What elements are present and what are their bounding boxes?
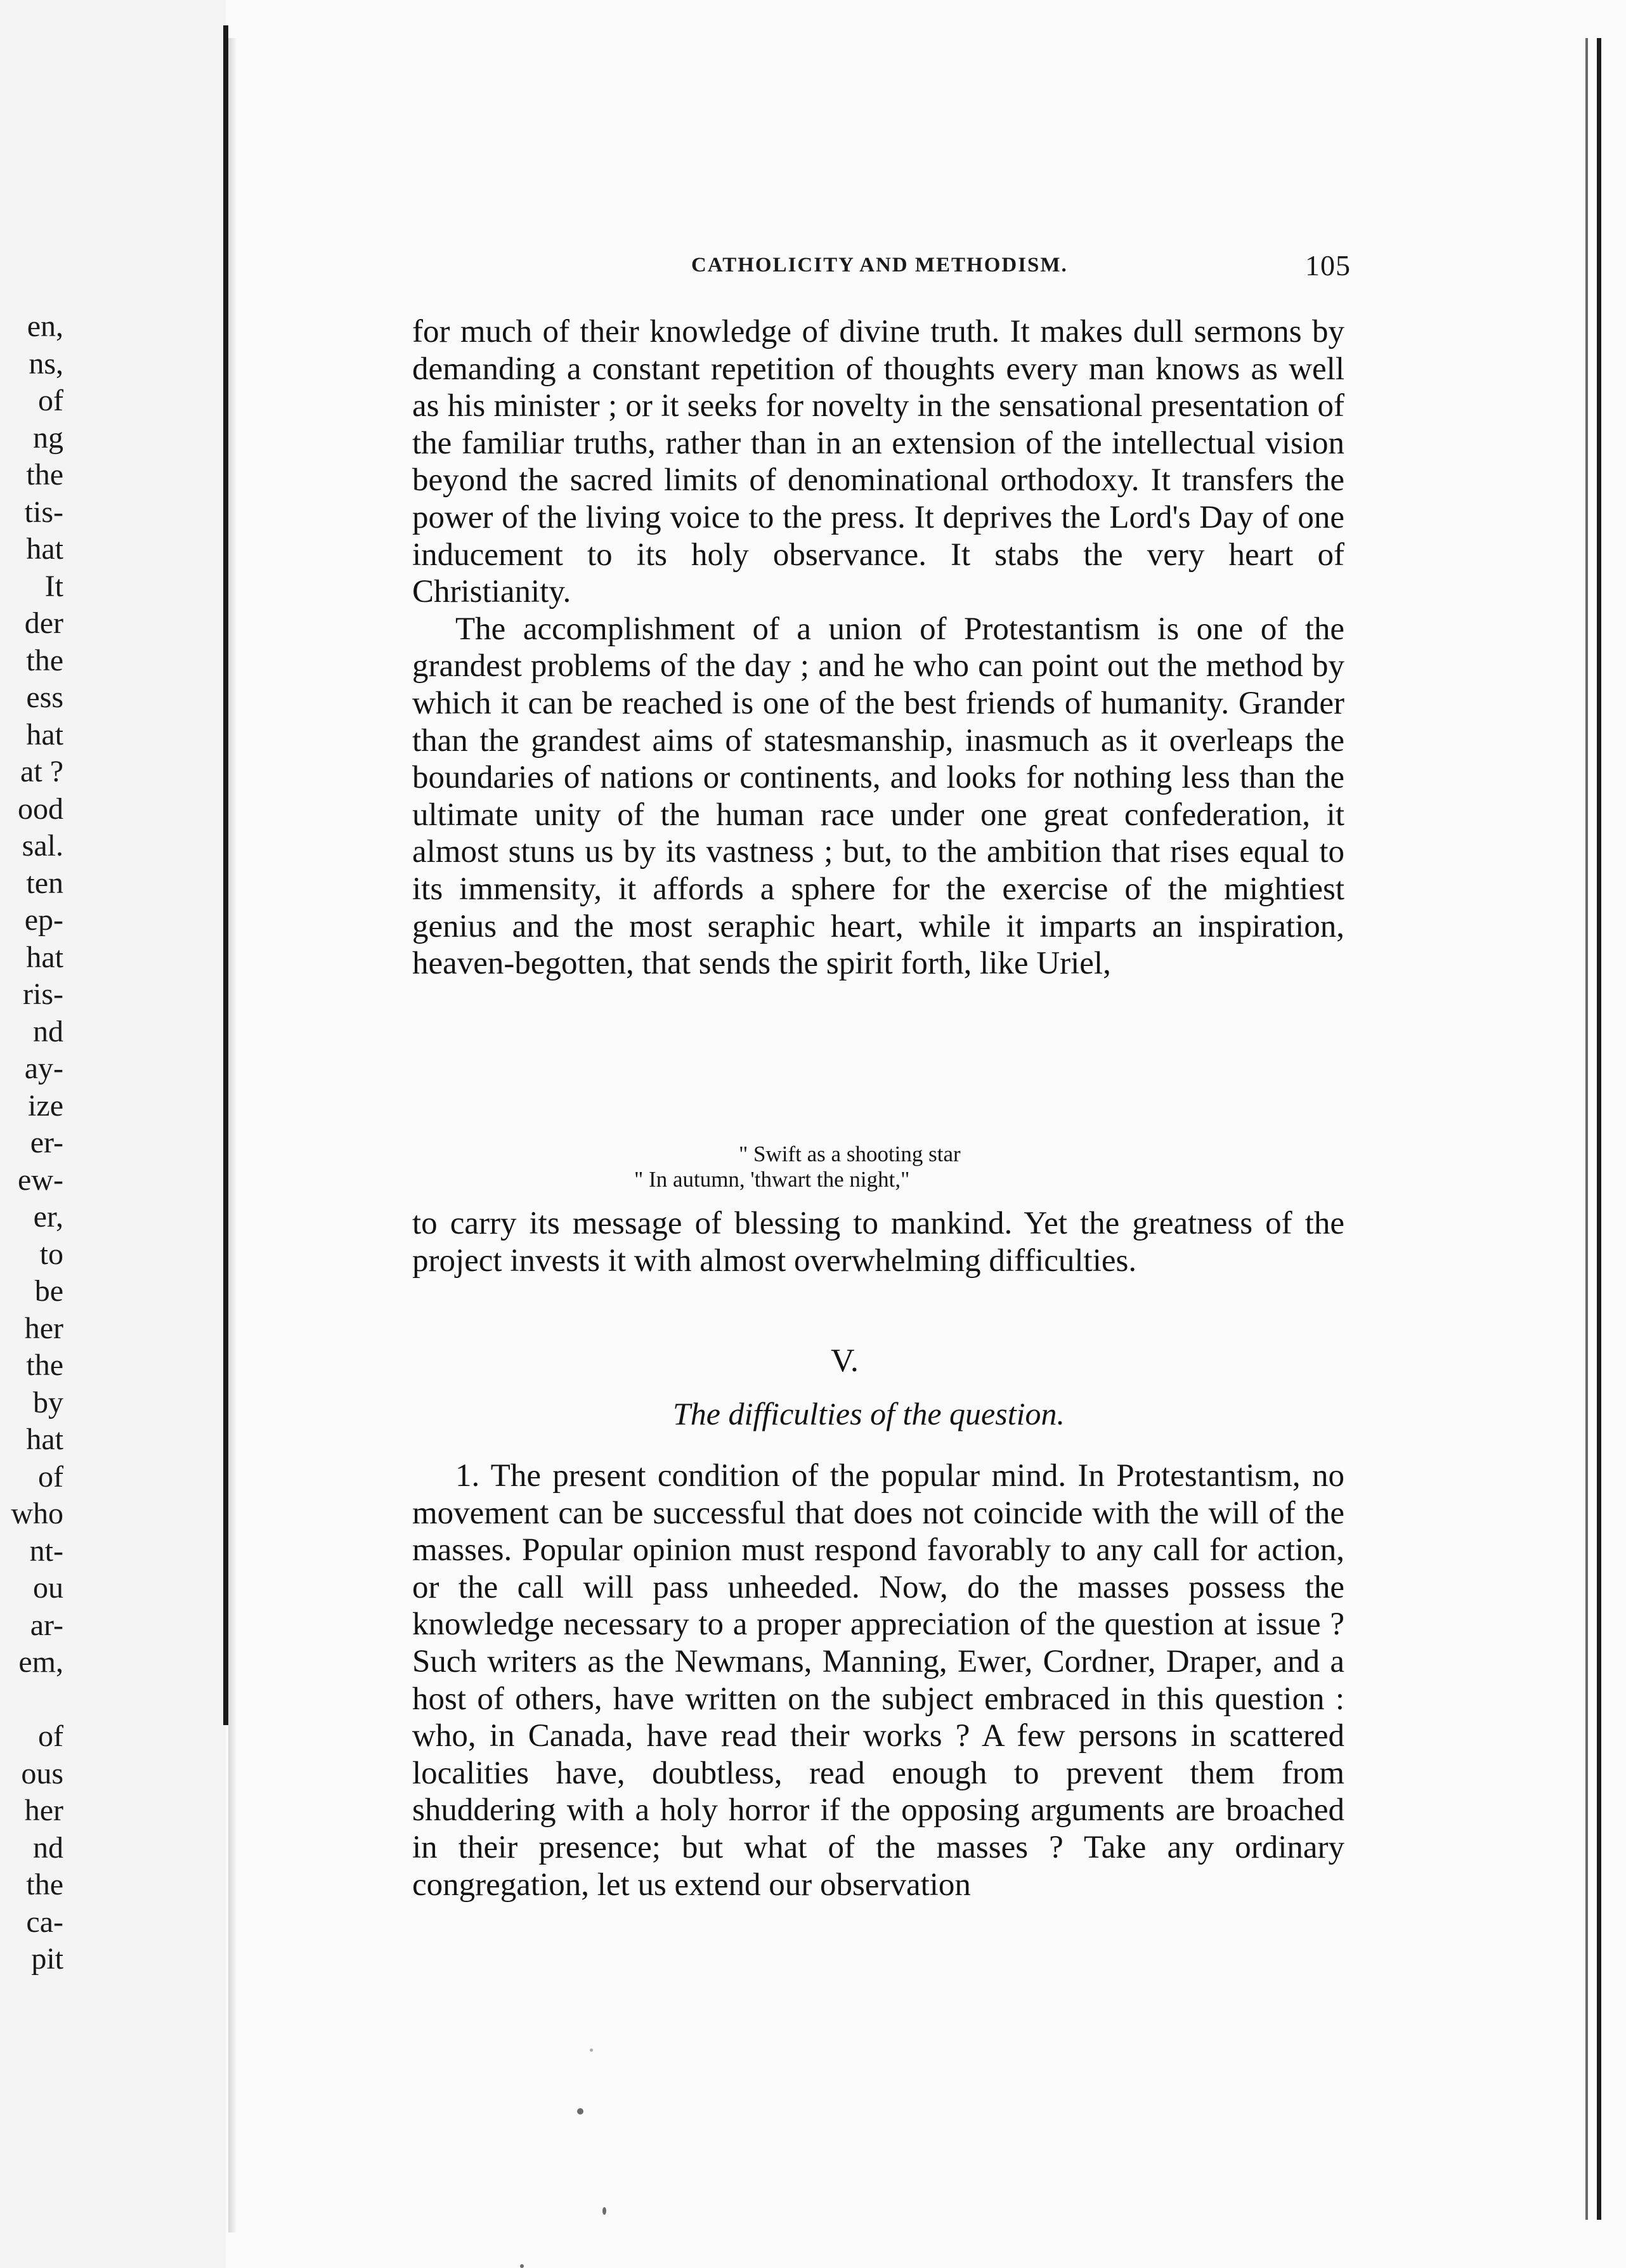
gutter-shadow bbox=[228, 38, 237, 2232]
facing-page-fragment: ca- bbox=[26, 1905, 63, 1939]
facing-page-fragment: the bbox=[26, 1348, 63, 1382]
facing-page-fragment: hat bbox=[26, 1423, 63, 1456]
facing-page-fragment: nd bbox=[33, 1830, 63, 1865]
facing-page-fragment: ng bbox=[33, 420, 63, 455]
facing-page-fragment: nd bbox=[33, 1014, 63, 1048]
facing-page-fragment: of bbox=[38, 1459, 63, 1494]
facing-page-fragment: der bbox=[24, 606, 63, 640]
facing-page-fragment: ris- bbox=[23, 977, 63, 1011]
body-text-upper bbox=[412, 313, 1344, 982]
facing-page bbox=[0, 0, 226, 2268]
facing-page-fragment: em, bbox=[18, 1645, 63, 1679]
section-numeral: V. bbox=[831, 1343, 859, 1379]
paragraph-4: 1. The present condition of the popular mind. In Protestantism, no movement can be successful that does not coincide with the will of the masses. Popular opinion must respond favorably to any call for action, or the call will pass unheeded. Now, do the masses possess the knowledge necessary to a proper appreciation of the question at issue ? Such writers as the Newmans, Manning, Ewer, Cordner, Draper, and a host of others, have written on the subject embraced in this question : who, in Canada, have read their works ? A few persons in scattered localities have, doubtless, read enough to prevent them from shuddering with a holy horror if the opposing arguments are broached in their presence; but what of the masses ? Take any ordinary congregation, let us extend our observation bbox=[412, 1458, 1344, 1903]
facing-page-fragment: hat bbox=[26, 532, 63, 566]
facing-page-fragment: ten bbox=[26, 866, 63, 900]
body-text-lower bbox=[412, 1457, 1344, 1903]
speck bbox=[602, 2207, 606, 2215]
speck bbox=[590, 2049, 593, 2052]
facing-page-fragment: ous bbox=[21, 1756, 63, 1790]
paragraph-3: to carry its message of blessing to mankind. Yet the greatness of the project invests it with almost overwhelming difficulties. bbox=[412, 1206, 1344, 1279]
paragraph-2: The accomplishment of a union of Protestantism is one of the grandest problems of the day ; and he who can point out the method by which it can be reached is one of the best friends of humanity. Grander than the grandest aims of statesmanship, inasmuch as it overleaps the boundaries of nations or continents, and looks for nothing less than the ultimate unity of the human race under one great confederation, it almost stuns us by its vastness ; but, to the ambition that rises equal to its immensity, it affords a sphere for the exercise of the mightiest genius and the most seraphic heart, while it imparts an inspiration, heaven-begotten, that sends the spirit forth, like Uriel, bbox=[412, 611, 1344, 982]
facing-page-fragment: hat bbox=[26, 940, 63, 974]
facing-page-fragment: of bbox=[38, 384, 63, 417]
facing-page-fragment: by bbox=[33, 1385, 63, 1419]
facing-page-fragment: to bbox=[39, 1237, 63, 1271]
facing-page-fragment: er- bbox=[30, 1126, 63, 1159]
facing-page-fragment: ay- bbox=[24, 1052, 63, 1085]
facing-page-fragment: er, bbox=[33, 1200, 63, 1234]
facing-page-fragment: ew- bbox=[18, 1163, 63, 1197]
facing-page-fragment: of bbox=[38, 1719, 63, 1753]
facing-page-fragment: ns, bbox=[29, 346, 63, 381]
page-gutter bbox=[223, 25, 228, 1725]
facing-page-fragment: ou bbox=[33, 1571, 63, 1605]
facing-page-fragment: ess bbox=[26, 681, 63, 714]
facing-page-fragment: nt- bbox=[29, 1534, 63, 1568]
facing-page-fragment: en, bbox=[27, 310, 63, 343]
facing-page-fragment: ep- bbox=[24, 903, 63, 937]
facing-page-fragments bbox=[0, 308, 63, 1978]
page-number: 105 bbox=[1305, 249, 1351, 282]
quote-line-2: " In autumn, 'thwart the night," bbox=[634, 1167, 910, 1192]
facing-page-fragment: hat bbox=[26, 717, 63, 752]
facing-page-fragment: pit bbox=[31, 1942, 63, 1976]
verse-quotation bbox=[634, 1142, 1078, 1192]
page-edge bbox=[1597, 38, 1601, 2220]
facing-page-fragment: tis- bbox=[24, 495, 63, 529]
facing-page-fragment: who bbox=[11, 1497, 63, 1530]
facing-page-fragment: ize bbox=[28, 1088, 63, 1123]
speck bbox=[577, 2108, 583, 2115]
facing-page-fragment bbox=[0, 1681, 63, 1719]
facing-page-fragment: be bbox=[34, 1274, 63, 1308]
speck bbox=[520, 2264, 524, 2268]
facing-page-fragment: at ? bbox=[20, 755, 63, 788]
facing-page-fragment: the bbox=[26, 643, 63, 677]
facing-page-fragment: the bbox=[26, 458, 63, 492]
body-text-middle bbox=[412, 1205, 1344, 1279]
facing-page-fragment: her bbox=[24, 1794, 63, 1827]
facing-page-fragment: ood bbox=[18, 792, 63, 826]
paragraph-1: for much of their knowledge of divine truth. It makes dull sermons by demanding a constant repetition of thoughts every man knows as well as his minister ; or it seeks for novelty in the sensational presentation of the familiar truths, rather than in an extension of the intellectual vision beyond the sacred limits of denominational orthodoxy. It transfers the power of the living voice to the press. It deprives the Lord's Day of one inducement to its holy observance. It stabs the very heart of Christianity. bbox=[412, 314, 1344, 610]
running-header bbox=[691, 249, 1351, 287]
facing-page-fragment: ar- bbox=[30, 1608, 63, 1642]
page-edge-inner bbox=[1585, 38, 1588, 2220]
facing-page-fragment: sal. bbox=[22, 829, 63, 863]
facing-page-fragment: the bbox=[26, 1868, 63, 1901]
facing-page-fragment: her bbox=[24, 1311, 63, 1345]
facing-page-fragment: It bbox=[44, 569, 63, 603]
quote-line-1: " Swift as a shooting star bbox=[739, 1142, 961, 1166]
section-title: The difficulties of the question. bbox=[673, 1396, 1065, 1431]
running-title: CATHOLICITY AND METHODISM. bbox=[691, 254, 1068, 277]
